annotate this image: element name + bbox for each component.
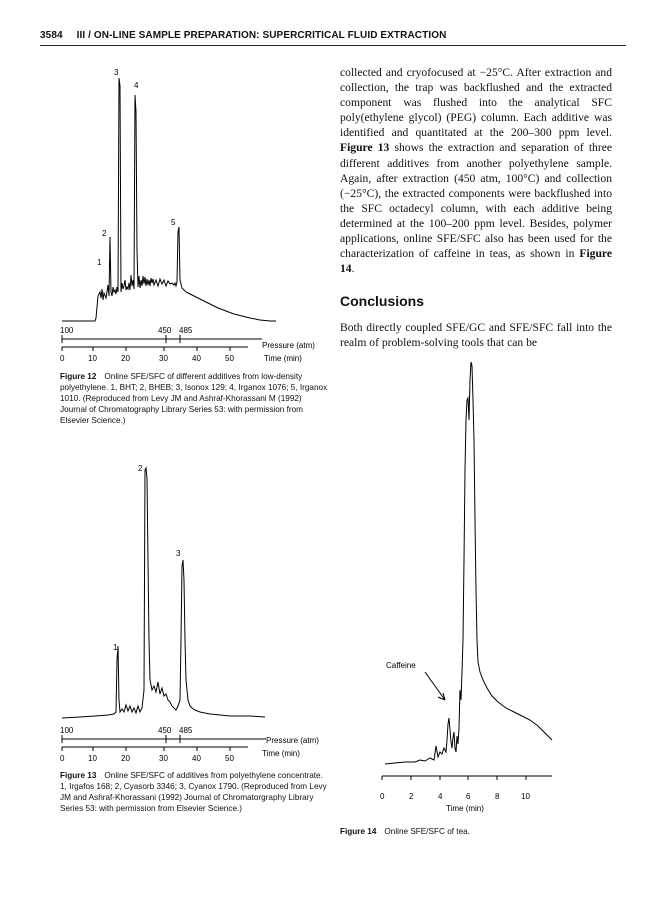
figure-12-pressure-label: Pressure (atm) <box>262 341 315 350</box>
figure-12-caption-label: Figure 12 <box>60 372 97 381</box>
running-title: III / ON-LINE SAMPLE PREPARATION: SUPERCRITICAL FLUID EXTRACTION <box>76 30 447 41</box>
figure-14-time-tick-0: 0 <box>380 792 385 801</box>
body-text-b: shows the extraction and separation of three different additives from another polyethylene sample. Again, after extraction (450 atm, 100°C) and collection (−25°C), the extracted components were backflushed into the SFC octadecyl column, with each additive being determined at the 100–200 ppm level. Besides, polymer applications, online SFE/SFC also has been used for the characterization of caffeine in teas, as shown in <box>340 141 612 261</box>
figure-13-pressure-tick-100: 100 <box>60 726 74 735</box>
figure-14-time-tick-10: 10 <box>521 792 530 801</box>
figure-13-ref[interactable]: Figure 13 <box>340 141 390 155</box>
figure-13-pressure-tick-485: 485 <box>179 726 193 735</box>
figure-13-pressure-tick-450: 450 <box>158 726 172 735</box>
figure-12-time-tick-20: 20 <box>121 354 130 363</box>
figure-14-time-tick-8: 8 <box>495 792 500 801</box>
figure-13-time-tick-0: 0 <box>60 754 65 763</box>
figure-12-time-tick-0: 0 <box>60 354 65 363</box>
figure-12-pressure-tick-450: 450 <box>158 326 172 335</box>
figure-13-peak-label-1: 1 <box>113 643 118 652</box>
figure-12-time-tick-10: 10 <box>88 354 97 363</box>
figure-14-trace <box>385 362 552 764</box>
figure-13-caption-label: Figure 13 <box>60 771 97 780</box>
section-heading-conclusions: Conclusions <box>340 293 425 309</box>
figure-12-peak-label-3: 3 <box>114 68 119 77</box>
figure-12-time-tick-30: 30 <box>159 354 168 363</box>
figure-12-time-label: Time (min) <box>264 354 302 363</box>
figure-13-time-tick-40: 40 <box>192 754 201 763</box>
figure-12-pressure-tick-100: 100 <box>60 326 74 335</box>
figure-13-pressure-label: Pressure (atm) <box>266 736 319 745</box>
figure-14-time-axis <box>382 776 552 780</box>
figure-12-caption-text: Online SFE/SFC of different additives from low-density polyethylene. 1, BHT; 2, BHEB; 3, Isonox 129; 4, Irganox 1076; 5, Irganox 1010. (Reproduced from Levy JM and Ashraf-Khorassani M (1992) Journal of Chromatography Library Series 53: with permission from Elsevier Science.) <box>60 372 328 425</box>
figure-13-caption-text: Online SFE/SFC of additives from polyethylene concentrate. 1, Irgafos 168; 2, Cyasorb 3346; 3, Cyanox 1790. (Reproduced from Levy JM and Ashraf-Khorassani (1992) Journal of Chromatorgraphy Library Series 53: with permission from Elsevier Science.) <box>60 771 327 813</box>
figure-14-annotation-arrow <box>425 672 445 700</box>
figure-12-peak-label-4: 4 <box>134 81 139 90</box>
figure-13-peak-label-2: 2 <box>138 464 143 473</box>
figure-13-time-tick-30: 30 <box>159 754 168 763</box>
figure-12-time-tick-50: 50 <box>225 354 234 363</box>
figure-12-peak-label-1: 1 <box>97 258 102 267</box>
figure-12-peak-label-2: 2 <box>102 229 107 238</box>
figure-13-time-tick-20: 20 <box>121 754 130 763</box>
figure-13-peak-label-3: 3 <box>176 549 181 558</box>
body-paragraph-2: Both directly coupled SFE/GC and SFE/SFC fall into the realm of problem-solving tools that can be <box>340 321 612 350</box>
figure-14-time-label: Time (min) <box>446 804 484 813</box>
body-text-c: . <box>351 262 355 276</box>
figure-14-time-tick-4: 4 <box>438 792 443 801</box>
figure-13-time-label: Time (min) <box>262 749 300 758</box>
page-number: 3584 <box>40 30 63 41</box>
figure-12-peak-label-5: 5 <box>171 218 176 227</box>
figure-14-annotation-caffeine: Caffeine <box>386 661 416 670</box>
figure-13-time-tick-10: 10 <box>88 754 97 763</box>
figure-14-caption-label: Figure 14 <box>340 827 377 836</box>
figure-13-time-tick-50: 50 <box>225 754 234 763</box>
figure-14-time-tick-2: 2 <box>409 792 414 801</box>
figure-14-ref[interactable]: Figure 14 <box>340 247 612 276</box>
figure-14-caption <box>340 826 600 837</box>
figure-14-time-tick-6: 6 <box>466 792 471 801</box>
figure-12-time-tick-40: 40 <box>192 354 201 363</box>
figure-12-pressure-tick-485: 485 <box>179 326 193 335</box>
figure-14-caption-text: Online SFE/SFC of tea. <box>384 827 470 836</box>
body-text-a: collected and cryofocused at −25°C. After extraction and collection, the trap was backflushed and the extracted component was flushed into the analytical SFC poly(ethylene glycol) (PEG) column. Each additive was identified and quantitated at the 200–300 ppm level. <box>340 66 612 140</box>
